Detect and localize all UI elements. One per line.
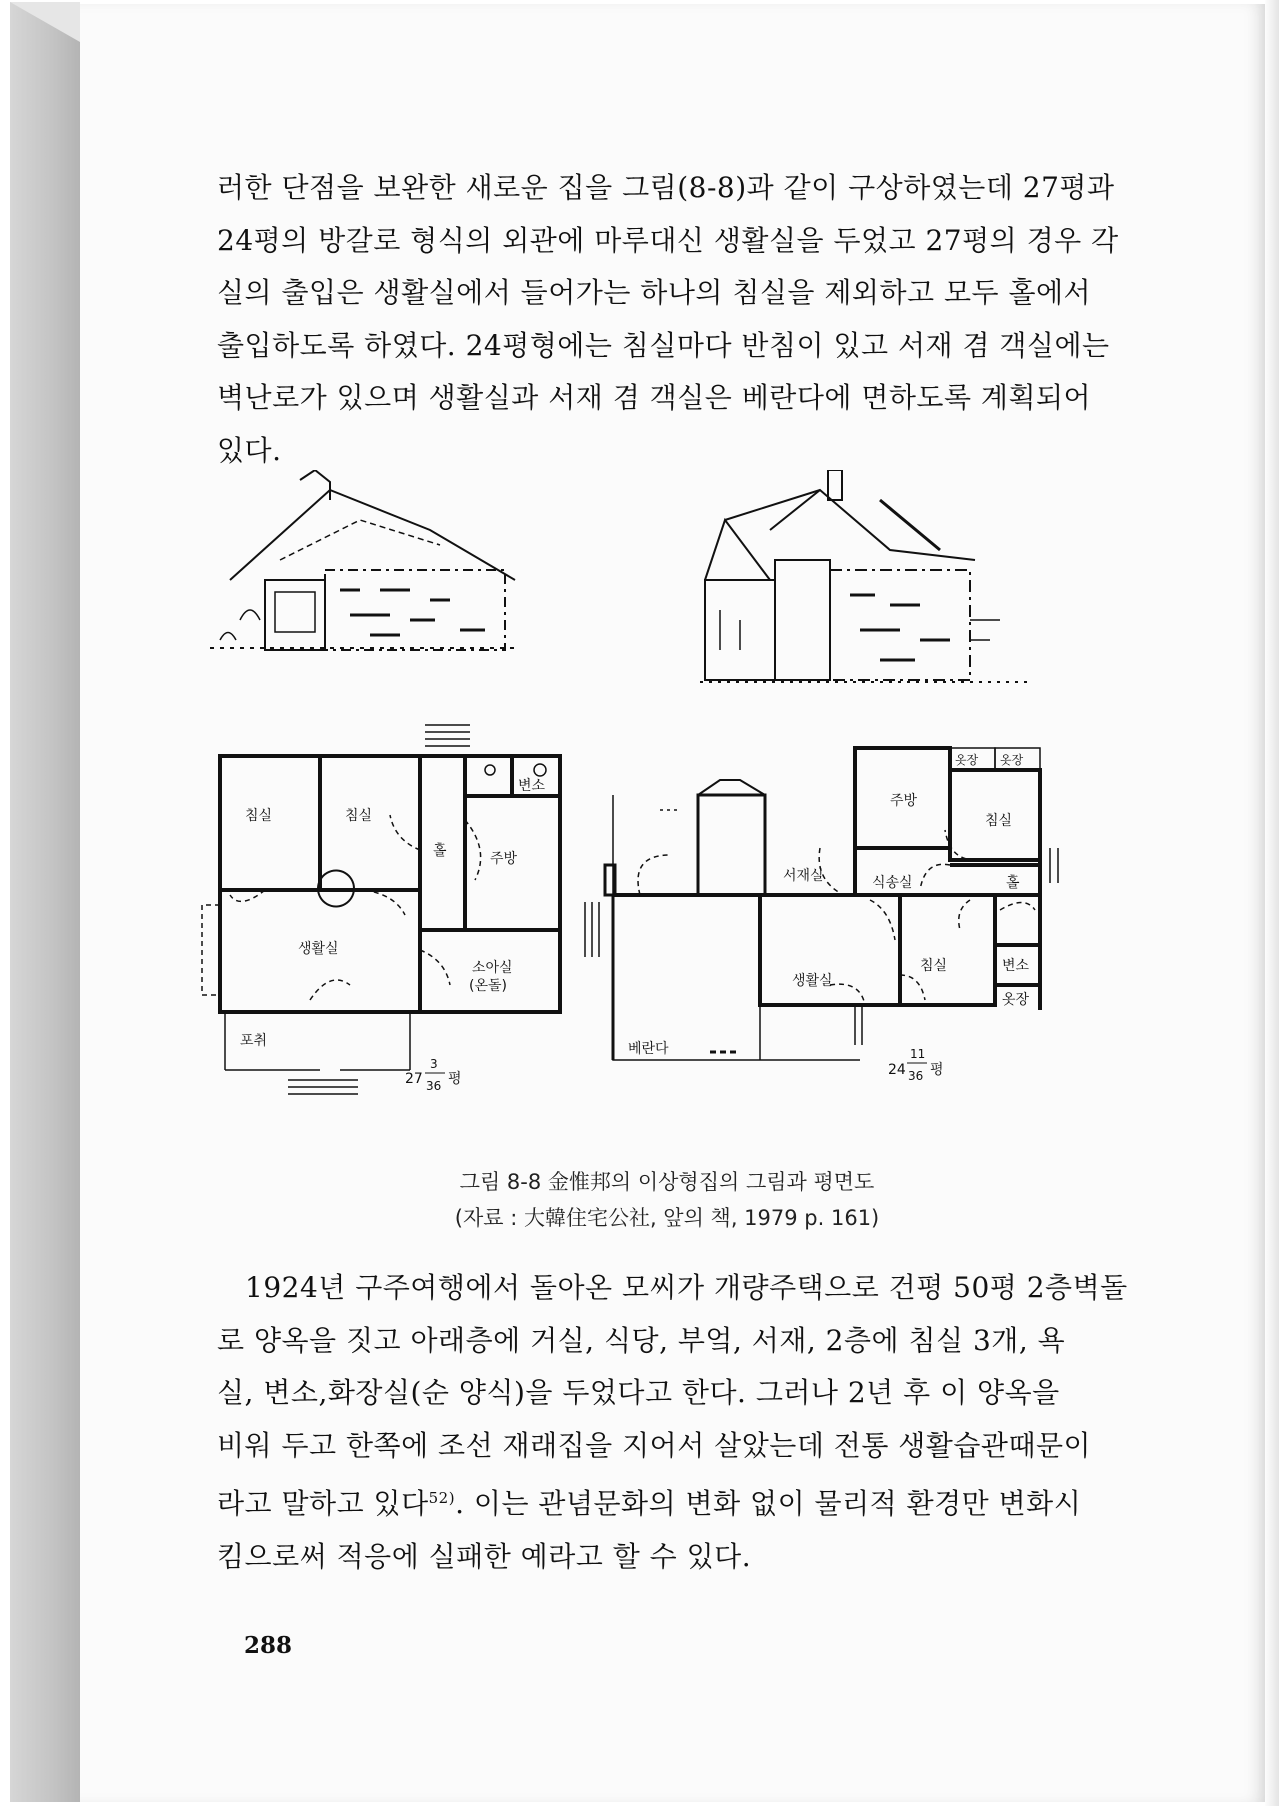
text-line: 실의 출입은 생활실에서 들어가는 하나의 침실을 제외하고 모두 홀에서 (217, 276, 1092, 309)
house-sketch-27 (210, 470, 520, 650)
room-label: 식송실 (872, 875, 913, 891)
text-line: 24평의 방갈로 형식의 외관에 마루대신 생활실을 두었고 27평의 경우 각 (217, 223, 1119, 257)
room-label: 변소 (518, 778, 546, 794)
text-line: 로 양옥을 짓고 아래층에 거실, 식당, 부엌, 서재, 2층에 침실 3개, 욕 (217, 1323, 1066, 1357)
book-spine (10, 2, 80, 1802)
room-label: (온돌) (469, 978, 507, 994)
room-label: 생활실 (298, 941, 339, 957)
area-label: 27 (405, 1071, 423, 1087)
room-label: 서재실 (783, 868, 824, 884)
page-number: 288 (244, 1632, 293, 1659)
text-line: 벽난로가 있으며 생활실과 서재 겸 객실은 베란다에 면하도록 계획되어 (217, 381, 1092, 414)
room-label: 침실 (920, 958, 948, 974)
area-fraction-den: 36 (908, 1069, 924, 1083)
figure-source: (자료 : 大韓住宅公社, 앞의 책, 1979 p. 161) (454, 1206, 880, 1230)
floor-plan-24 (585, 748, 1058, 1083)
text-line: 1924년 구주여행에서 돌아온 모씨가 개량주택으로 건평 50평 2층벽돌 (245, 1271, 1128, 1304)
room-label: 옷장 (955, 753, 979, 767)
area-fraction-den: 36 (426, 1079, 442, 1093)
room-label: 변소 (1002, 958, 1030, 974)
text-line: 러한 단점을 보완한 새로운 집을 그림(8-8)과 같이 구상하였는데 27평과 (217, 171, 1115, 204)
house-sketch-24 (700, 470, 1030, 682)
room-label: 옷장 (1000, 753, 1024, 767)
room-label: 베란다 (628, 1041, 669, 1057)
floor-plan-27 (202, 725, 560, 1094)
area-fraction-num: 11 (910, 1047, 926, 1061)
paragraph-1 (217, 162, 1117, 477)
text-line: 킴으로써 적응에 실패한 예라고 할 수 있다. (217, 1539, 752, 1573)
room-label: 주방 (490, 851, 518, 867)
text-line: 있다. (217, 433, 282, 467)
footnote-ref: 52) (428, 1489, 456, 1507)
text-line (217, 1472, 1117, 1531)
room-label: 홀 (1006, 875, 1020, 891)
area-fraction-num: 3 (430, 1057, 438, 1071)
room-label: 소아실 (472, 960, 513, 976)
text-segment: . 이는 관념문화의 변화 없이 물리적 환경만 변화시 (455, 1487, 1082, 1520)
book-spine-top (10, 2, 80, 42)
page-edge (1265, 0, 1279, 1806)
text-line: 실, 변소,화장실(순 양식)을 두었다고 한다. 그러나 2년 후 이 양옥을 (217, 1376, 1060, 1409)
room-label: 침실 (985, 813, 1013, 829)
text-line: 비워 두고 한쪽에 조선 재래집을 지어서 살았는데 전통 생활습관때문이 (217, 1428, 1092, 1462)
paragraph-2 (217, 1262, 1128, 1583)
room-label: 침실 (245, 808, 273, 824)
text-segment: 라고 말하고 있다 (217, 1487, 429, 1520)
area-unit: 평 (930, 1062, 944, 1078)
text-line: 출입하도록 하였다. 24평형에는 침실마다 반침이 있고 서재 겸 객실에는 (217, 328, 1110, 362)
figure-8-8 (180, 470, 1100, 1160)
area-unit: 평 (448, 1071, 462, 1087)
room-label: 주방 (890, 793, 918, 809)
room-label: 홀 (433, 843, 447, 859)
room-label: 옷장 (1002, 992, 1030, 1008)
room-label: 포취 (240, 1033, 268, 1049)
room-label: 생활실 (792, 973, 833, 989)
room-label: 침실 (345, 808, 373, 824)
area-label: 24 (888, 1062, 906, 1078)
figure-caption: 그림 8-8 金惟邦의 이상형집의 그림과 평면도 (459, 1170, 875, 1194)
